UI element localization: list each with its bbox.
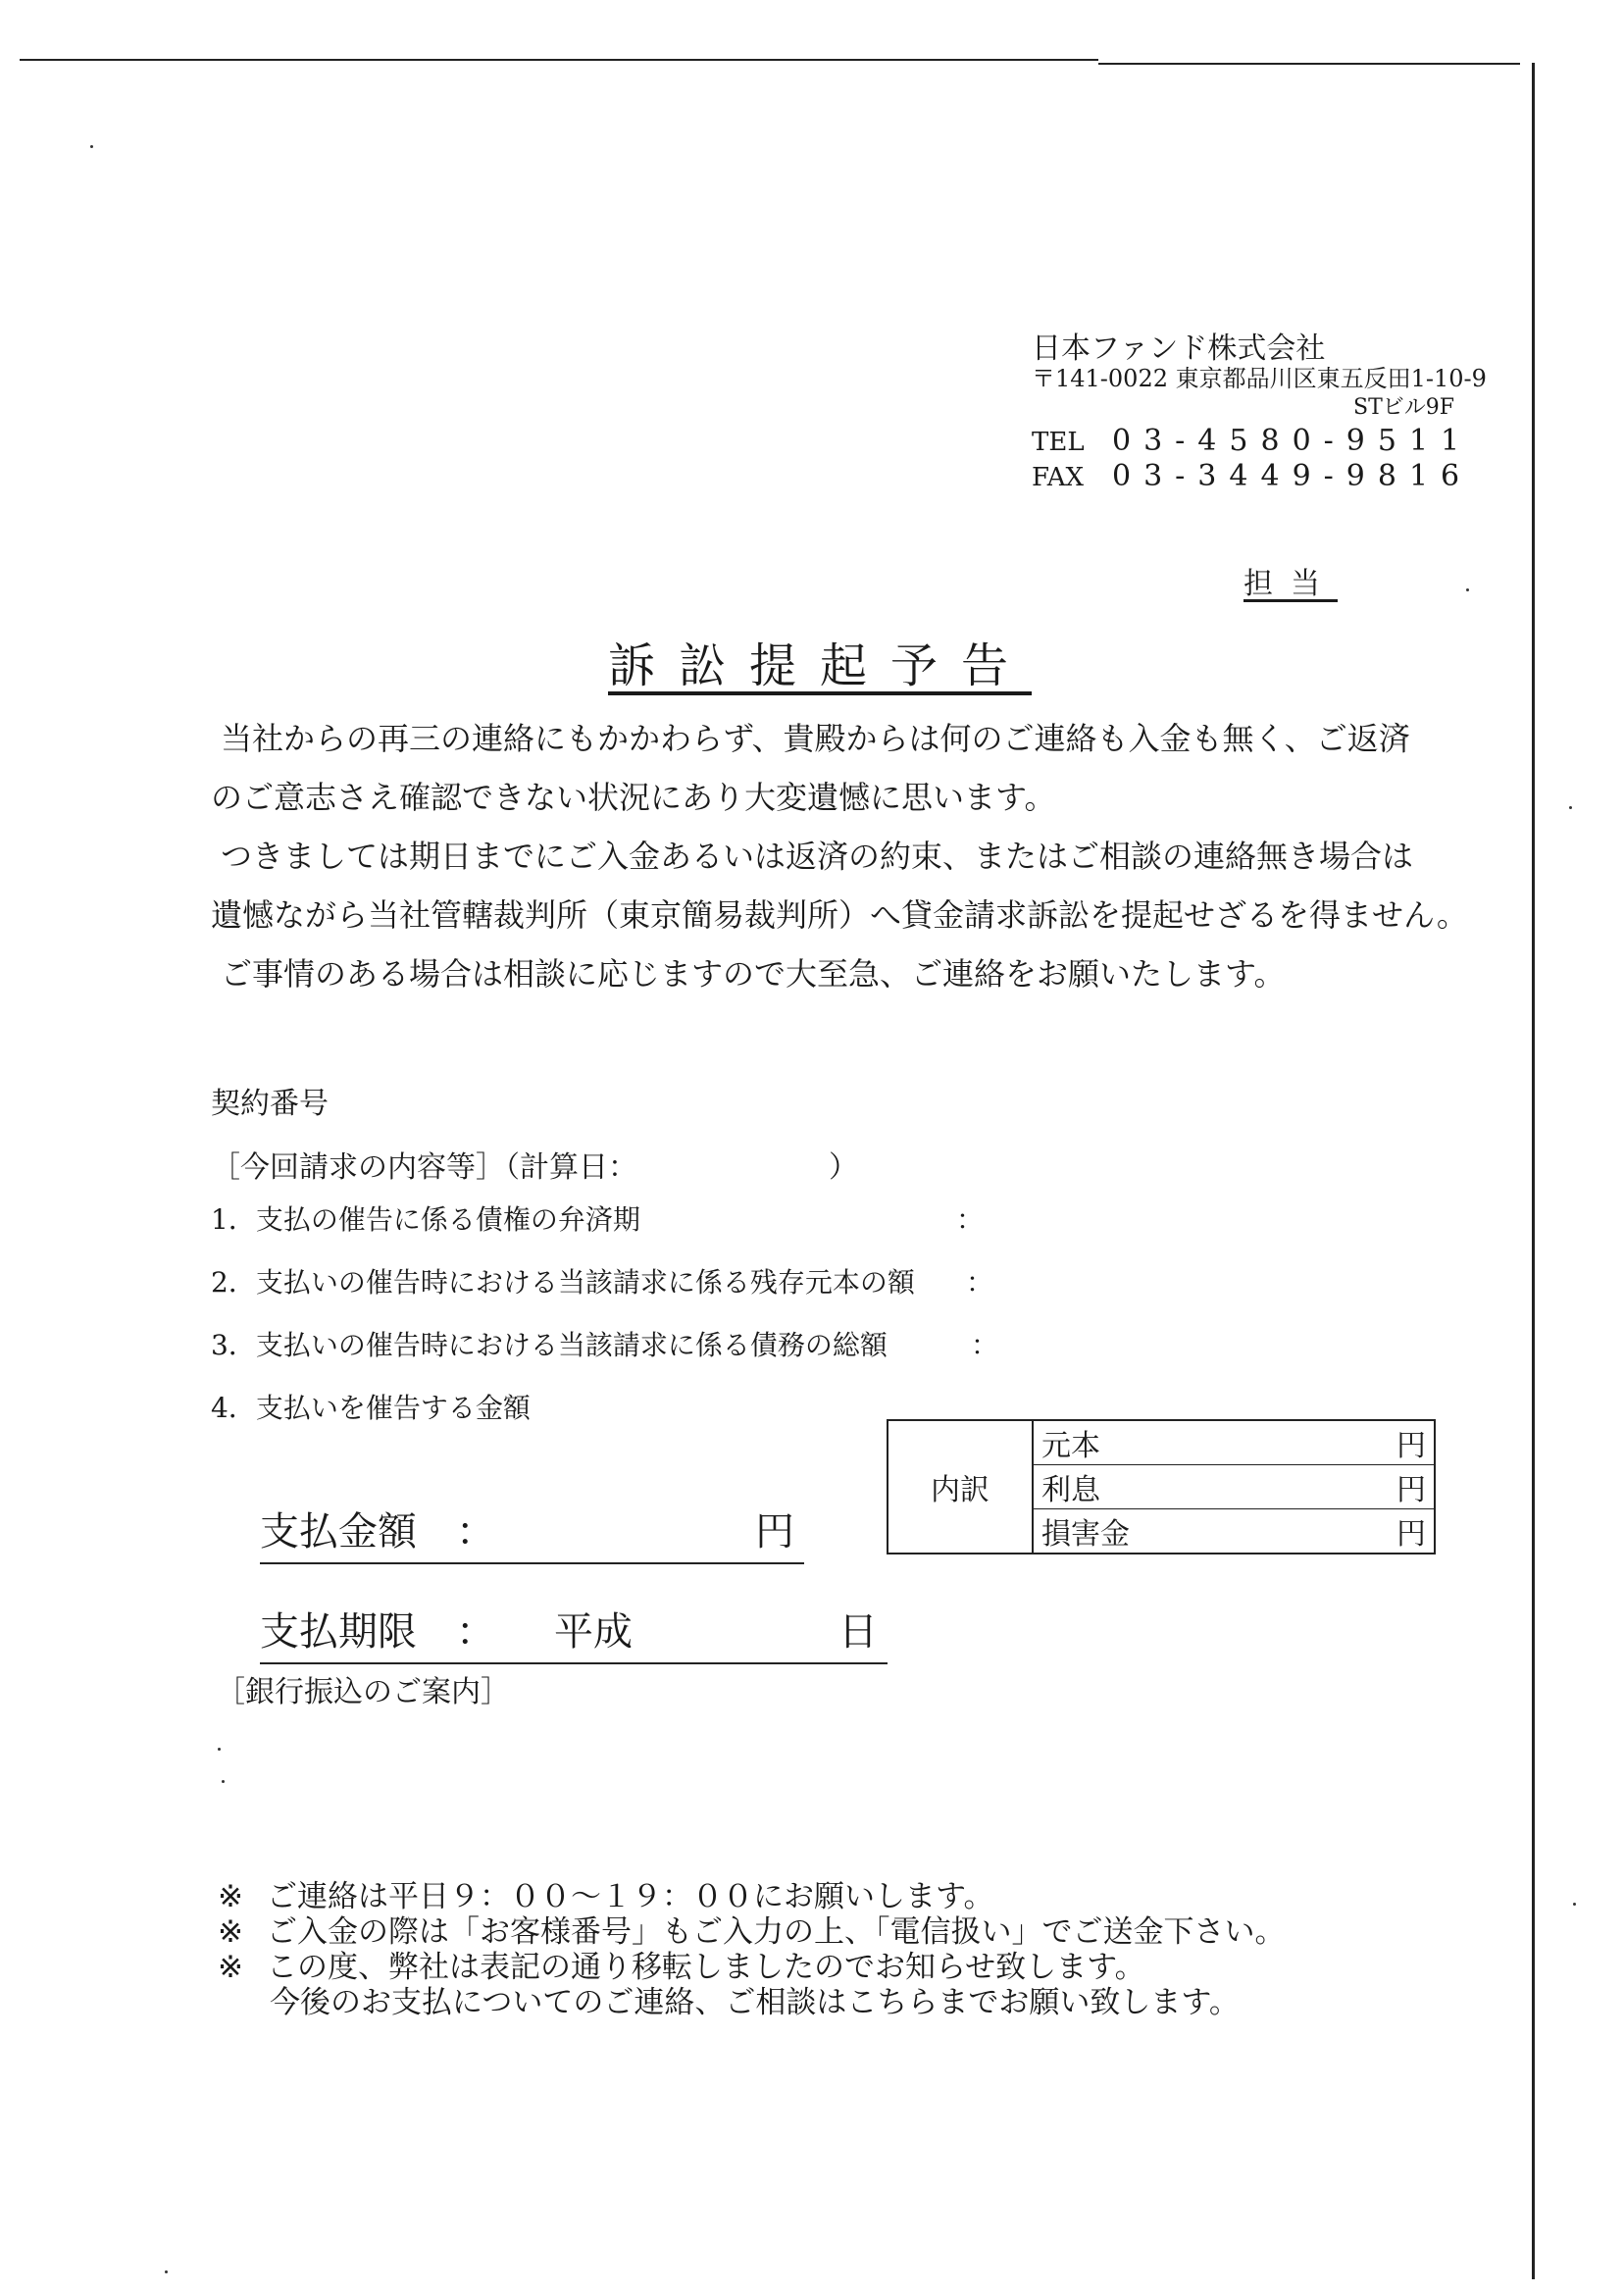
fax-label: FAX: [1032, 463, 1085, 492]
breakdown-principal-label: 元本: [1033, 1420, 1265, 1465]
breakdown-interest-unit: 円: [1265, 1465, 1435, 1509]
claim-item-2: 2．支払いの催告時における当該請求に係る残存元本の額: [211, 1266, 915, 1299]
breakdown-damages-unit: 円: [1265, 1509, 1435, 1554]
right-edge-rule: [1532, 63, 1535, 2279]
claim-item-2-colon: ：: [966, 1266, 994, 1299]
tel-label: TEL: [1032, 428, 1085, 457]
note-mark: ※: [218, 1914, 243, 1950]
scan-speck: [1466, 588, 1469, 591]
note-4: [270, 1977, 1240, 2021]
claim-item-1: 1．支払の催告に係る債権の弁済期: [211, 1203, 640, 1236]
company-fax: [1032, 459, 1472, 493]
note-text: ご連絡は平日９：００～１９：００にお願いします。: [267, 1879, 994, 1914]
payment-deadline-unit: 日: [838, 1609, 878, 1655]
claim-item-1-colon: ：: [956, 1203, 985, 1236]
scan-speck: [222, 1780, 225, 1783]
note-mark: ※: [218, 1950, 243, 1985]
scan-speck: [90, 145, 93, 148]
company-name: 日本ファンド株式会社: [1032, 331, 1326, 366]
scan-speck: [1573, 1903, 1576, 1906]
payment-deadline-line: [260, 1601, 888, 1664]
breakdown-principal-unit: 円: [1265, 1420, 1435, 1465]
scan-speck: [1569, 806, 1572, 809]
breakdown-interest-label: 利息: [1033, 1465, 1265, 1509]
note-text: 今後のお支払についてのご連絡、ご相談はこちらまでお願い致します。: [270, 1985, 1240, 2020]
top-rule-right: [1098, 63, 1520, 65]
body-line-1: 当社からの再三の連絡にもかかわらず、貴殿からは何のご連絡も入金も無く、ご返済: [221, 720, 1410, 757]
payment-deadline-era: 平成: [554, 1609, 633, 1655]
payment-amount-line: [260, 1501, 804, 1564]
breakdown-label: 内訳: [888, 1420, 1033, 1554]
claim-item-4: 4．支払いを催告する金額: [211, 1392, 531, 1424]
scan-speck: [165, 2270, 168, 2273]
claim-item-3: 3．支払いの催告時における当該請求に係る債務の総額: [211, 1329, 888, 1361]
scan-speck: [218, 1748, 221, 1751]
table-row: [888, 1420, 1435, 1465]
note-text: この度、弊社は表記の通り移転しましたのでお知らせ致します。: [267, 1950, 1145, 1985]
company-address-line1: 〒141-0022 東京都品川区東五反田1-10-9: [1032, 365, 1487, 392]
bank-transfer-label: ［銀行振込のご案内］: [216, 1675, 510, 1709]
body-line-5: ご事情のある場合は相談に応じますので大至急、ご連絡をお願いたします。: [221, 955, 1286, 993]
body-line-2: のご意志さえ確認できない状況にあり大変遺憾に思います。: [211, 779, 1056, 816]
top-rule: [20, 59, 1098, 61]
note-mark: ※: [218, 1879, 243, 1914]
body-line-4: 遺憾ながら当社管轄裁判所（東京簡易裁判所）へ貸金請求訴訟を提起せざるを得ません。: [211, 896, 1468, 934]
breakdown-table: [887, 1419, 1436, 1554]
fax-number: 03-3449-9816: [1112, 459, 1473, 493]
payment-amount-unit: 円: [755, 1509, 794, 1554]
company-tel: [1032, 424, 1472, 458]
payment-deadline-label: 支払期限 ：: [260, 1609, 495, 1655]
contact-person-label: 担当: [1243, 567, 1338, 601]
contract-number-label: 契約番号: [211, 1087, 329, 1121]
document-title: 訴訟提起予告: [608, 638, 1033, 693]
breakdown-damages-label: 損害金: [1033, 1509, 1265, 1554]
body-line-3: つきましては期日までにご入金あるいは返済の約束、またはご相談の連絡無き場合は: [221, 838, 1414, 875]
claim-item-3-colon: ：: [971, 1329, 999, 1361]
tel-number: 03-4580-9511: [1112, 424, 1473, 458]
calc-date-label: ［今回請求の内容等］（計算日： ）: [211, 1150, 858, 1185]
payment-amount-label: 支払金額 ：: [260, 1509, 495, 1554]
company-address-line2: STビル9F: [1353, 395, 1455, 420]
note-text: ご入金の際は「お客様番号」もご入力の上、「電信扱い」でご送金下さい。: [267, 1914, 1286, 1950]
